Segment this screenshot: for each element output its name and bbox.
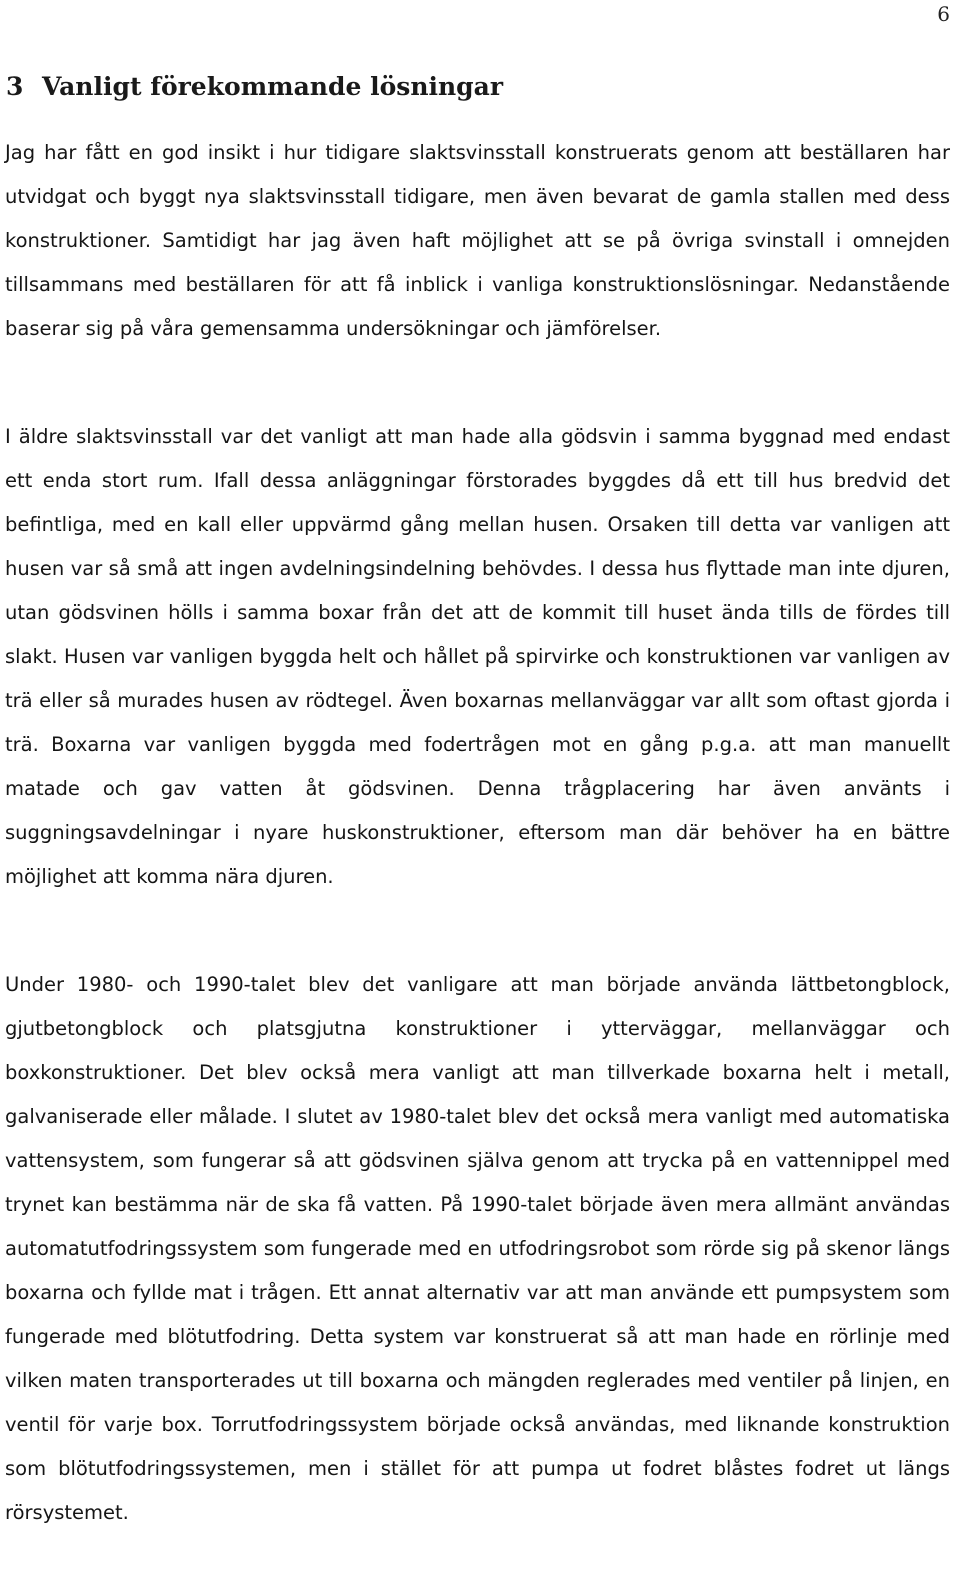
paragraph-2-block [5,415,950,899]
paragraph-3-block [5,963,950,1535]
paragraph-1-block [5,131,950,351]
paragraph: I äldre slaktsvinsstall var det vanligt att man hade alla gödsvin i samma byggnad med endast ett enda stort rum. Ifall dessa anläggningar förstorades byggdes då ett till hus bredvid det befintliga, med en kall eller uppvärmd gång mellan husen. Orsaken till detta var vanligen att husen var så små att ingen avdelningsindelning behövdes. I dessa hus flyttade man inte djuren, utan gödsvinen hölls i samma boxar från det att de kommit till huset ända tills de fördes till slakt. Husen var vanligen byggda helt och hållet på spirvirke och konstruktionen var vanligen av trä eller så murades husen av rödtegel. Även boxarnas mellanväggar var allt som oftast gjorda i trä. Boxarna var vanligen byggda med fodertrågen mot en gång p.g.a. att man manuellt matade och gav vatten åt gödsvinen. Denna trågplacering har även använts i suggningsavdelningar i nyare huskonstruktioner, eftersom man där behöver ha en bättre möjlighet att komma nära djuren. [5,425,950,888]
paragraph: Under 1980- och 1990-talet blev det vanligare att man började använda lättbetongblock, gjutbetongblock och platsgjutna konstruktioner i ytterväggar, mellanväggar och boxkonstruktioner. Det blev också mera vanligt att man tillverkade boxarna helt i metall, galvaniserade eller målade. I slutet av 1980-talet blev det också mera vanligt med automatiska vattensystem, som fungerar så att gödsvinen själva genom att trycka på en vattennippel med trynet kan bestämma när de ska få vatten. På 1990-talet började även mera allmänt användas automatutfodringssystem som fungerade med en utfodringsrobot som rörde sig på skenor längs boxarna och fyllde mat i trågen. Ett annat alternativ var att man använde ett pumpsystem som fungerade med blötutfodring. Detta system var konstruerat så att man hade en rörlinje med vilken maten transporterades ut till boxarna och mängden reglerades med ventiler på linjen, en ventil för varje box. Torrutfodringssystem började också användas, med liknande konstruktion som blötutfodringssystemen, men i stället för att pumpa ut fodret blåstes fodret ut längs rörsystemet. [5,973,950,1524]
section-title: Vanligt förekommande lösningar [42,72,504,101]
paragraph: Jag har fått en god insikt i hur tidigare slaktsvinsstall konstruerats genom att beställaren har utvidgat och byggt nya slaktsvinsstall tidigare, men även bevarat de gamla stallen med dess konstruktioner. Samtidigt har jag även haft möjlighet att se på övriga svinstall i omnejden tillsammans med beställaren för att få inblick i vanliga konstruktionslösningar. Nedanstående baserar sig på våra gemensamma undersökningar och jämförelser. [5,141,950,340]
page-number: 6 [937,2,950,26]
section-number: 3 [6,72,24,101]
section-heading [6,70,503,104]
